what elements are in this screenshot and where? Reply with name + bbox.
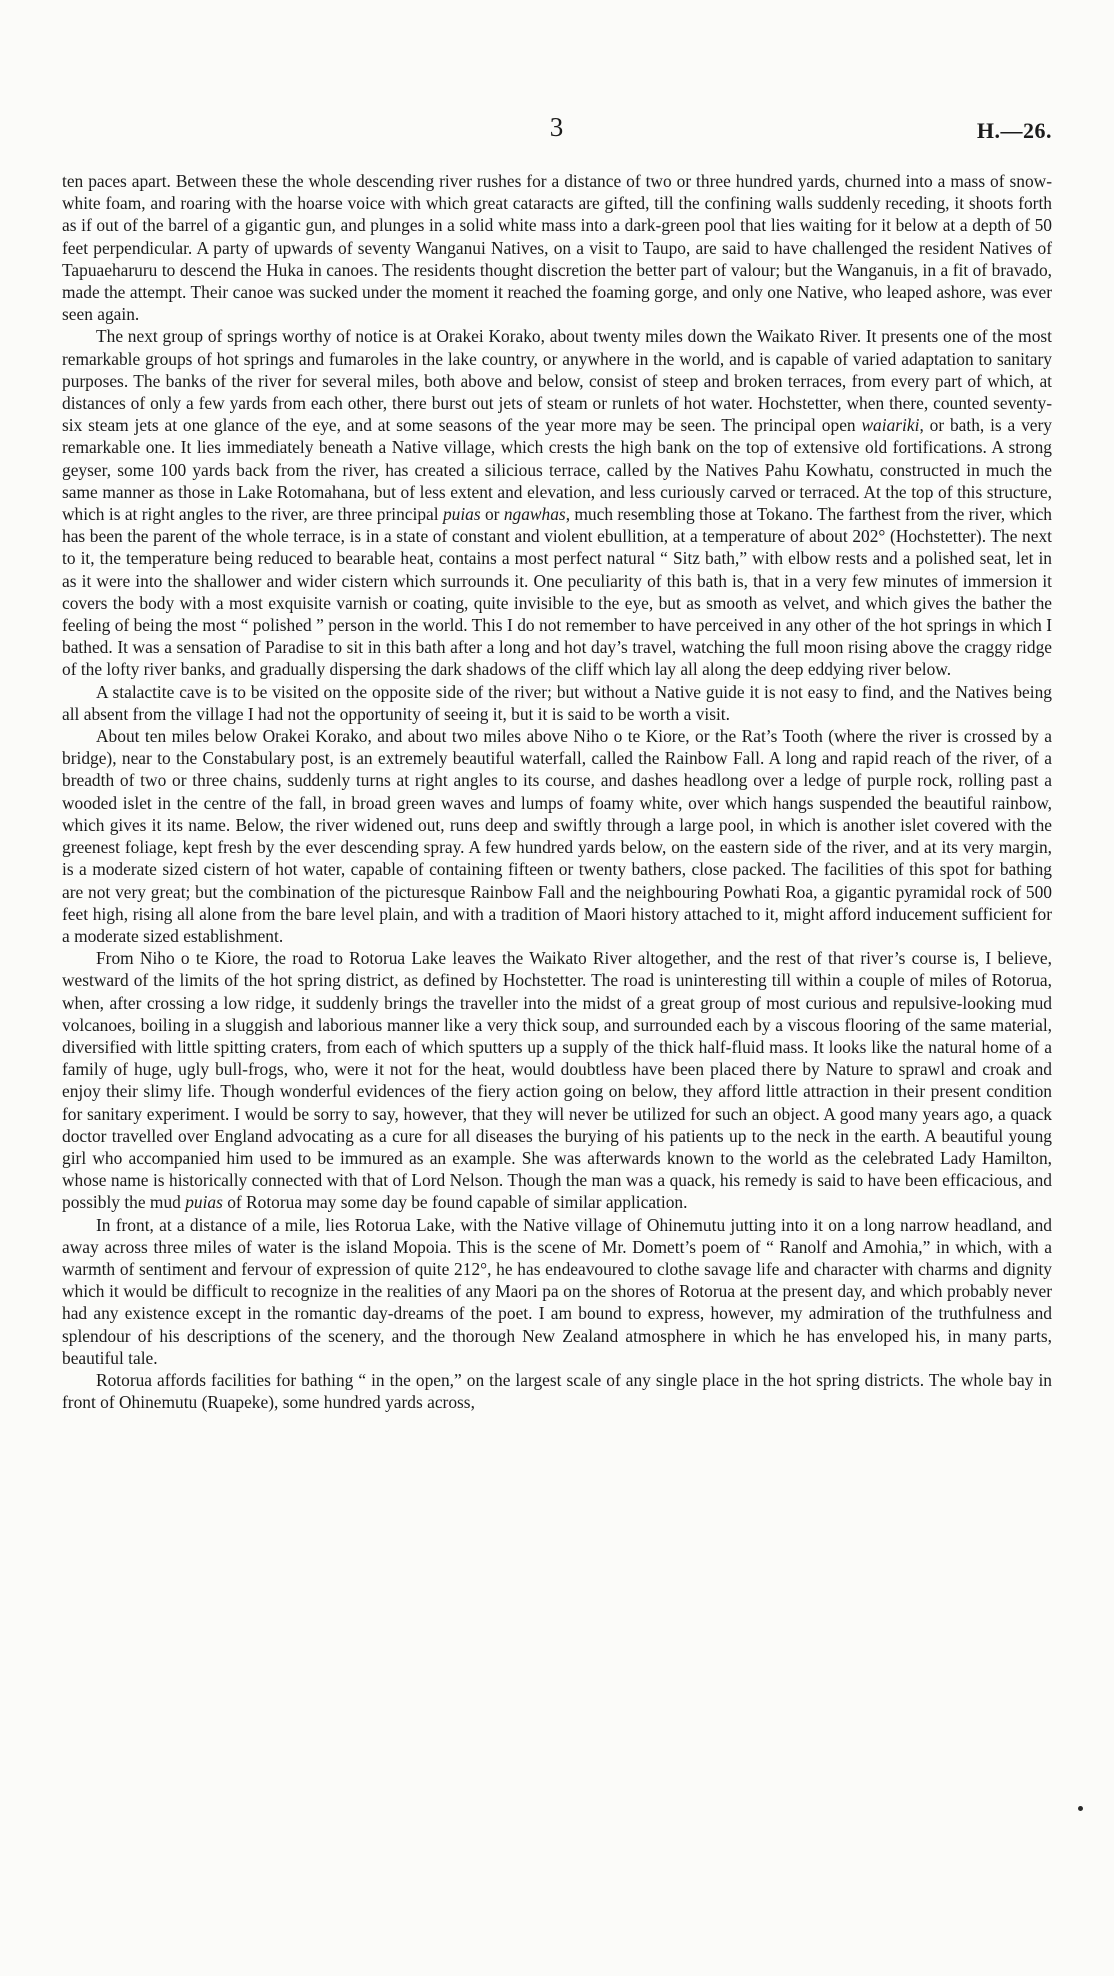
paragraph [62,947,1052,1213]
italic-term: ngawhas [503,504,566,525]
page-header [0,112,1114,152]
italic-term: puias [185,1192,223,1213]
text-segment: From Niho o te Kiore, the road to Rotorua Lake leaves the Waikato River altogether, and the rest of that river’s course is, I believe, westward of the limits of the hot spring district, as defined by Hochstetter. The road is uninteresting till within a couple of miles of Rotorua, when, after crossing a low ridge, it suddenly brings the traveller into the midst of a great group of most curious and repulsive-looking mud volcanoes, boiling in a sluggish and laborious manner like a very thick soup, and surrounded each by a viscous flooring of the same material, diversified with little spitting craters, from each of which sputters up a supply of the thick half-fluid mass. It looks like the natural home of a family of huge, ugly bull-frogs, who, were it not for the heat, would doubtless have been placed there by Nature to sprawl and croak and enjoy their slimy life. Though wonderful evidences of the fiery action going on below, they afford little attraction in their present condition for sanitary experiment. I would be sorry to say, however, that they will never be utilized for such an object. A good many years ago, a quack doctor travelled over England advocating as a cure for all diseases the burying of his patients up to the neck in the earth. A beautiful young girl who accompanied him used to be immured as an example. She was afterwards known to the world as the celebrated Lady Hamilton, whose name is historically connected with that of Lord Nelson. Though the man was a quack, his remedy is said to have been efficacious, and possibly the mud [62,948,1052,1213]
text-segment: or [480,504,504,525]
document-reference: H.—26. [976,118,1052,143]
paragraph [62,1369,1052,1413]
paragraph [62,1214,1052,1369]
text-segment: In front, at a distance of a mile, lies Rotorua Lake, with the Native village of Ohinemutu jutting into it on a long narrow headland, and away across three miles of water is the island Mopoia. This is the scene of Mr. Domett’s poem of “ Ranolf and Amohia,” in which, with a warmth of sentiment and fervour of expression of quite 212°, he has endeavoured to clothe savage life and character with charms and dignity which it would be difficult to recognize in the realities of any Maori pa on the shores of Rotorua at the present day, and which probably never had any existence except in the romantic day-dreams of the poet. I am bound to express, however, my admiration of the truthfulness and splendour of his descriptions of the scenery, and the thorough New Zealand atmosphere in which he has enveloped his, in many parts, beautiful tale. [62,1214,1052,1368]
text-segment: About ten miles below Orakei Korako, and about two miles above Niho o te Kiore, or the Rat’s Tooth (where the river is crossed by a bridge), near to the Constabulary post, is an extremely beautiful waterfall, called the Rainbow Fall. A long and rapid reach of the river, of a breadth of two or three chains, suddenly turns at right angles to its course, and dashes headlong over a ledge of purple rock, rolling past a wooded islet in the centre of the fall, in broad green waves and lumps of foamy white, over which hangs suspended the beautiful rainbow, which gives it its name. Below, the river widened out, runs deep and swiftly through a large pool, in which is another islet covered with the greenest foliage, kept fresh by the ever descending spray. A few hundred yards below, on the eastern side of the river, and at its very margin, is a moderate sized cistern of hot water, capable of containing fifteen or twenty bathers, close packed. The facilities of this spot for bathing are not very great; but the combination of the picturesque Rainbow Fall and the neighbouring Powhati Roa, a gigantic pyramidal rock of 500 feet high, rising all alone from the bare level plain, and with a tradition of Maori history attached to it, might afford inducement sufficient for a moderate sized establishment. [62,726,1052,946]
text-segment: ten paces apart. Between these the whole descending river rushes for a distance of two or three hundred yards, churned into a mass of snow-white foam, and roaring with the hoarse voice with which great cataracts are gifted, till the confining walls suddenly receding, it shoots forth as if out of the barrel of a gigantic gun, and plunges in a solid white mass into a dark-green pool that lies waiting for it below at a depth of 50 feet perpendicular. A party of upwards of seventy Wanganui Natives, on a visit to Taupo, are said to have challenged the resident Natives of Tapuaeharuru to descend the Huka in canoes. The residents thought discretion the better part of valour; but the Wanganuis, in a fit of bravado, made the attempt. Their canoe was sucked under the moment it reached the foaming gorge, and only one Native, who leaped ashore, was ever seen again. [62,171,1052,325]
text-segment: A stalactite cave is to be visited on the opposite side of the river; but without a Native guide it is not easy to find, and the Natives being all absent from the village I had not the opportunity of seeing it, but it is said to be worth a visit. [62,681,1052,724]
text-segment: The next group of springs worthy of notice is at Orakei Korako, about twenty miles down the Waikato River. It presents one of the most remarkable groups of hot springs and fumaroles in the lake country, or anywhere in the world, and is capable of varied adaptation to sanitary purposes. The banks of the river for several miles, both above and below, consist of steep and broken terraces, from every part of which, at distances of only a few yards from each other, there burst out jets of steam or runlets of hot water. Hochstetter, when there, counted seventy-six steam jets at one glance of the eye, and at some seasons of the year more may be seen. The principal open [62,326,1052,436]
text-segment: of Rotorua may some day be found capable of similar application. [222,1192,688,1213]
italic-term: waiariki [861,415,920,436]
text-segment: , or bath, is a very remarkable one. It lies immediately beneath a Native village, which crests the high bank on the top of extensive old fortifications. A strong geyser, some 100 yards back from the river, has created a silicious terrace, called by the Natives Pahu Kowhatu, constructed in much the same manner as those in Lake Rotomahana, but of less extent and elevation, and less curiously carved or terraced. At the top of this structure, which is at right angles to the river, are three principal [62,415,1052,525]
text-segment: , much resembling those at Tokano. The farthest from the river, which has been the parent of the whole terrace, is in a state of constant and violent ebullition, at a temperature of about 202° (Hochstetter). The next to it, the temperature being reduced to bearable heat, contains a most perfect natural “ Sitz bath,” with elbow rests and a polished seat, let in as it were into the shallower and wider cistern which surrounds it. One peculiarity of this bath is, that in a very few minutes of immersion it covers the body with a most exquisite varnish or coating, quite invisible to the eye, but as smooth as velvet, and which gives the bather the feeling of being the most “ polished ” person in the world. This I do not remember to have perceived in any other of the hot springs in which I bathed. It was a sensation of Paradise to sit in this bath after a long and hot day’s travel, watching the full moon rising above the craggy ridge of the lofty river banks, and gradually dispersing the dark shadows of the cliff which lay all along the deep eddying river below. [62,504,1053,680]
italic-term: puias [442,504,481,525]
paragraph [62,170,1052,325]
body-text [62,170,1052,1413]
margin-dot [1078,1806,1083,1811]
paragraph [62,681,1052,725]
page-number: 3 [549,112,565,142]
paragraph [62,325,1052,680]
text-segment: Rotorua affords facilities for bathing “ in the open,” on the largest scale of any single place in the hot spring districts. The whole bay in front of Ohinemutu (Ruapeke), some hundred yards across, [62,1369,1052,1413]
paragraph [62,725,1052,947]
